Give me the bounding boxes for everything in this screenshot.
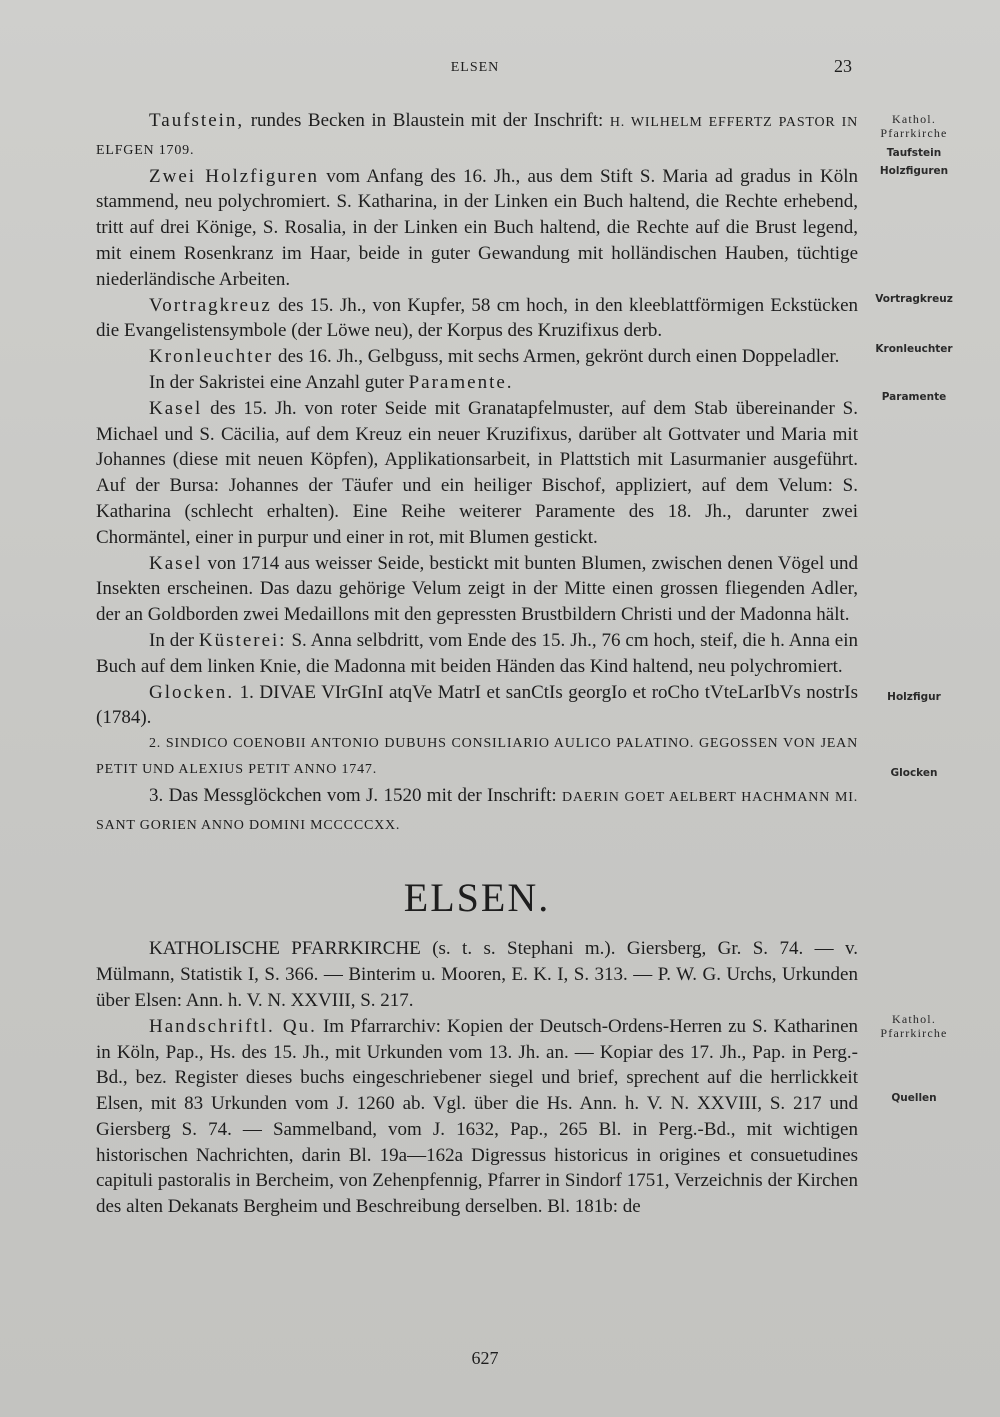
paragraph-quellen: [96, 1014, 858, 1220]
text-holzfiguren: vom Anfang des 16. Jh., aus dem Stift S. Maria ad gradus in Köln stammend, neu polychromiert. S. Katharina, in der Linken ein Buch haltend, die Rechte erhebend, tritt auf drei Könige, S. Rosalia, in der Linken ein Buch haltend, die Rechte auf die Brust legend, mit einem Rosenkranz im Haar, beide in guter Gewandung mit holländischen Hauben, tüchtige niederländische Arbeiten.: [96, 165, 858, 290]
term-kronleuchter: Kronleuchter: [149, 346, 274, 368]
text-kuesterei: S. Anna selbdritt, vom Ende des 15. Jh., 76 cm hoch, steif, die h. Anna ein Buch auf dem linken Knie, die Madonna mit beiden Händen das Kind haltend, neu polychromiert.: [96, 629, 859, 677]
inscription-glocke-3: DAERIN GOET AELBERT HACHMANN MI. SANT GORIEN ANNO DOMINI MCCCCCXX.: [96, 789, 858, 833]
margin-kronleuchter: Kronleuchter: [875, 343, 953, 355]
term-kasel-2: Kasel: [149, 552, 203, 574]
margin-quellen: Quellen: [891, 1092, 937, 1104]
paragraph-vortragkreuz: [96, 293, 858, 345]
paragraph-kuesterei: [96, 628, 858, 680]
text-kasel-1: des 15. Jh. von roter Seide mit Granatapfelmuster, auf dem Stab übereinander S. Michael und S. Cäcilia, auf dem Kreuz ein neuer Kruzifixus, darüber alt Gottvater und Maria mit Johannes (diese mit neuen Köpfen), Applikationsarbeit, in Plattstich mit Lasurmanier ausgeführt. Auf der Bursa: Johannes der Täufer und ein heiliger Bischof, appliziert, auf dem Velum: S. Katharina (schlecht erhalten). Eine Reihe weiterer Paramente des 18. Jh., darunter zwei Chormäntel, einer in purpur und einer in rot, mit Blumen gestickt.: [96, 397, 858, 548]
term-taufstein: Taufstein,: [149, 110, 245, 131]
text-pfarrkirche: (s. t. s. Stephani m.). Giersberg, Gr. S. 74. — v. Mülmann, Statistik I, S. 366. — Binterim u. Mooren, E. K. I, S. 313. — P. W. G. Urchs, Urkunden über Elsen: Ann. h. V. N. XXVIII, S. 217.: [96, 938, 858, 1011]
text-quellen: Im Pfarrarchiv: Kopien der Deutsch-Ordens-Herren zu S. Katharinen in Köln, Pap., Hs. des 15. Jh., mit Urkunden vom 13. Jh. an. — Kopiar des 17. Jh., Pap. in Perg.-Bd., bez. Register dieses buchs eingeschriebener siegel und brief, sprechent auf die herrlickkeit Elsen, mit 83 Urkunden vom J. 1260 ab. Vgl. über die Hs. Ann. h. V. N. XXVIII, S. 217 und Giersberg S. 74. — Sammelband, vom J. 1632, Pap., 265 Bl. in Perg.-Bd., mit wichtigen historischen Nachrichten, darin Bl. 19a—162a Digressus historicus in origines et consuetudines capituli pastoralis in Bercheim, von Zehenpfennig, Pfarrer in Sindorf 1751, Verzeichnis der Kirchen des alten Dekanats Bergheim und Beschreibung derselben. Bl. 181b: de: [96, 1015, 859, 1218]
term-paramente: Paramente.: [408, 371, 514, 393]
paragraph-holzfiguren: [96, 164, 858, 293]
page-number-bottom: 627: [471, 1348, 499, 1368]
paragraph-kasel-2: [96, 551, 858, 628]
term-pfarrkirche: KATHOLISCHE PFARRKIRCHE: [149, 938, 421, 960]
paragraph-kronleuchter: [96, 344, 858, 370]
margin-paramente: Paramente: [881, 391, 947, 403]
term-quellen: Handschriftl. Qu.: [149, 1015, 317, 1037]
margin-pfarrkirche-1: Pfarrkirche: [880, 126, 948, 140]
term-kuesterei: Küsterei:: [198, 629, 287, 651]
margin-vortragkreuz: Vortragkreuz: [875, 293, 953, 305]
term-kasel-1: Kasel: [149, 397, 203, 419]
section-heading: ELSEN.: [403, 875, 551, 921]
margin-holzfigur: Holzfigur: [887, 691, 941, 703]
margin-kathol-1: Kathol.: [891, 112, 937, 126]
term-holzfiguren: Zwei Holzfiguren: [149, 165, 320, 187]
inscription-taufstein: H. WILHELM EFFERTZ PASTOR IN ELFGEN 1709.: [96, 115, 858, 158]
term-vortragkreuz: Vortragkreuz: [149, 294, 272, 316]
margin-kathol-pfarrkirche-1: [866, 112, 962, 140]
text-kronleuchter: des 16. Jh., Gelbguss, mit sechs Armen, gekrönt durch einen Doppeladler.: [273, 346, 840, 368]
paragraph-glocke-2: 2. SINDICO COENOBII ANTONIO DUBUHS CONSILIARIO AULICO PALATINO. GEGOSSEN VON JEAN PETIT UND ALEXIUS PETIT ANNO 1747.: [96, 736, 858, 777]
paragraph-glocke-3: [96, 783, 858, 839]
term-glocken: Glocken.: [149, 681, 235, 703]
text-vortragkreuz: des 15. Jh., von Kupfer, 58 cm hoch, in den kleeblattförmigen Eckstücken die Evangelistensymbole (der Löwe neu), der Korpus des Kruzifixus derb.: [96, 294, 858, 342]
margin-taufstein: Taufstein: [886, 147, 942, 159]
paragraph-paramente: [96, 370, 858, 396]
text-taufstein: rundes Becken in Blaustein mit der Inschrift:: [244, 110, 610, 131]
text-paramente: In der Sakristei eine Anzahl guter: [149, 371, 409, 393]
margin-holzfiguren: Holzfiguren: [879, 165, 949, 177]
paragraph-glocken: [96, 680, 858, 732]
text-kasel-2: von 1714 aus weisser Seide, bestickt mit bunten Blumen, zwischen denen Vögel und Insekten erscheinen. Das dazu gehörige Velum zeigt in der Mitte einen grossen fliegenden Adler, der an Goldborden zwei Medaillons mit den gepressten Brustbildern Christi und der Madonna hält.: [96, 552, 858, 626]
margin-pfarrkirche-2: Pfarrkirche: [880, 1026, 948, 1040]
paragraph-pfarrkirche: [96, 936, 858, 1013]
paragraph-taufstein: [96, 108, 858, 164]
body-text: [96, 108, 858, 1220]
running-head: ELSEN: [450, 60, 500, 75]
margin-kathol-pfarrkirche-2: [866, 1012, 962, 1040]
margin-glocken: Glocken: [890, 767, 938, 779]
page-number-top: 23: [834, 56, 852, 76]
prefix-kuesterei: In der: [149, 629, 199, 651]
margin-kathol-2: Kathol.: [891, 1012, 937, 1026]
text-glocke-3: 3. Das Messglöckchen vom J. 1520 mit der Inschrift:: [149, 784, 562, 806]
text-glocken: 1. DIVAE VIrGInI atqVe MatrI et sanCtIs georgIo et roCho tVteLarIbVs nostrIs (1784).: [96, 681, 858, 729]
paragraph-kasel-1: [96, 396, 858, 551]
